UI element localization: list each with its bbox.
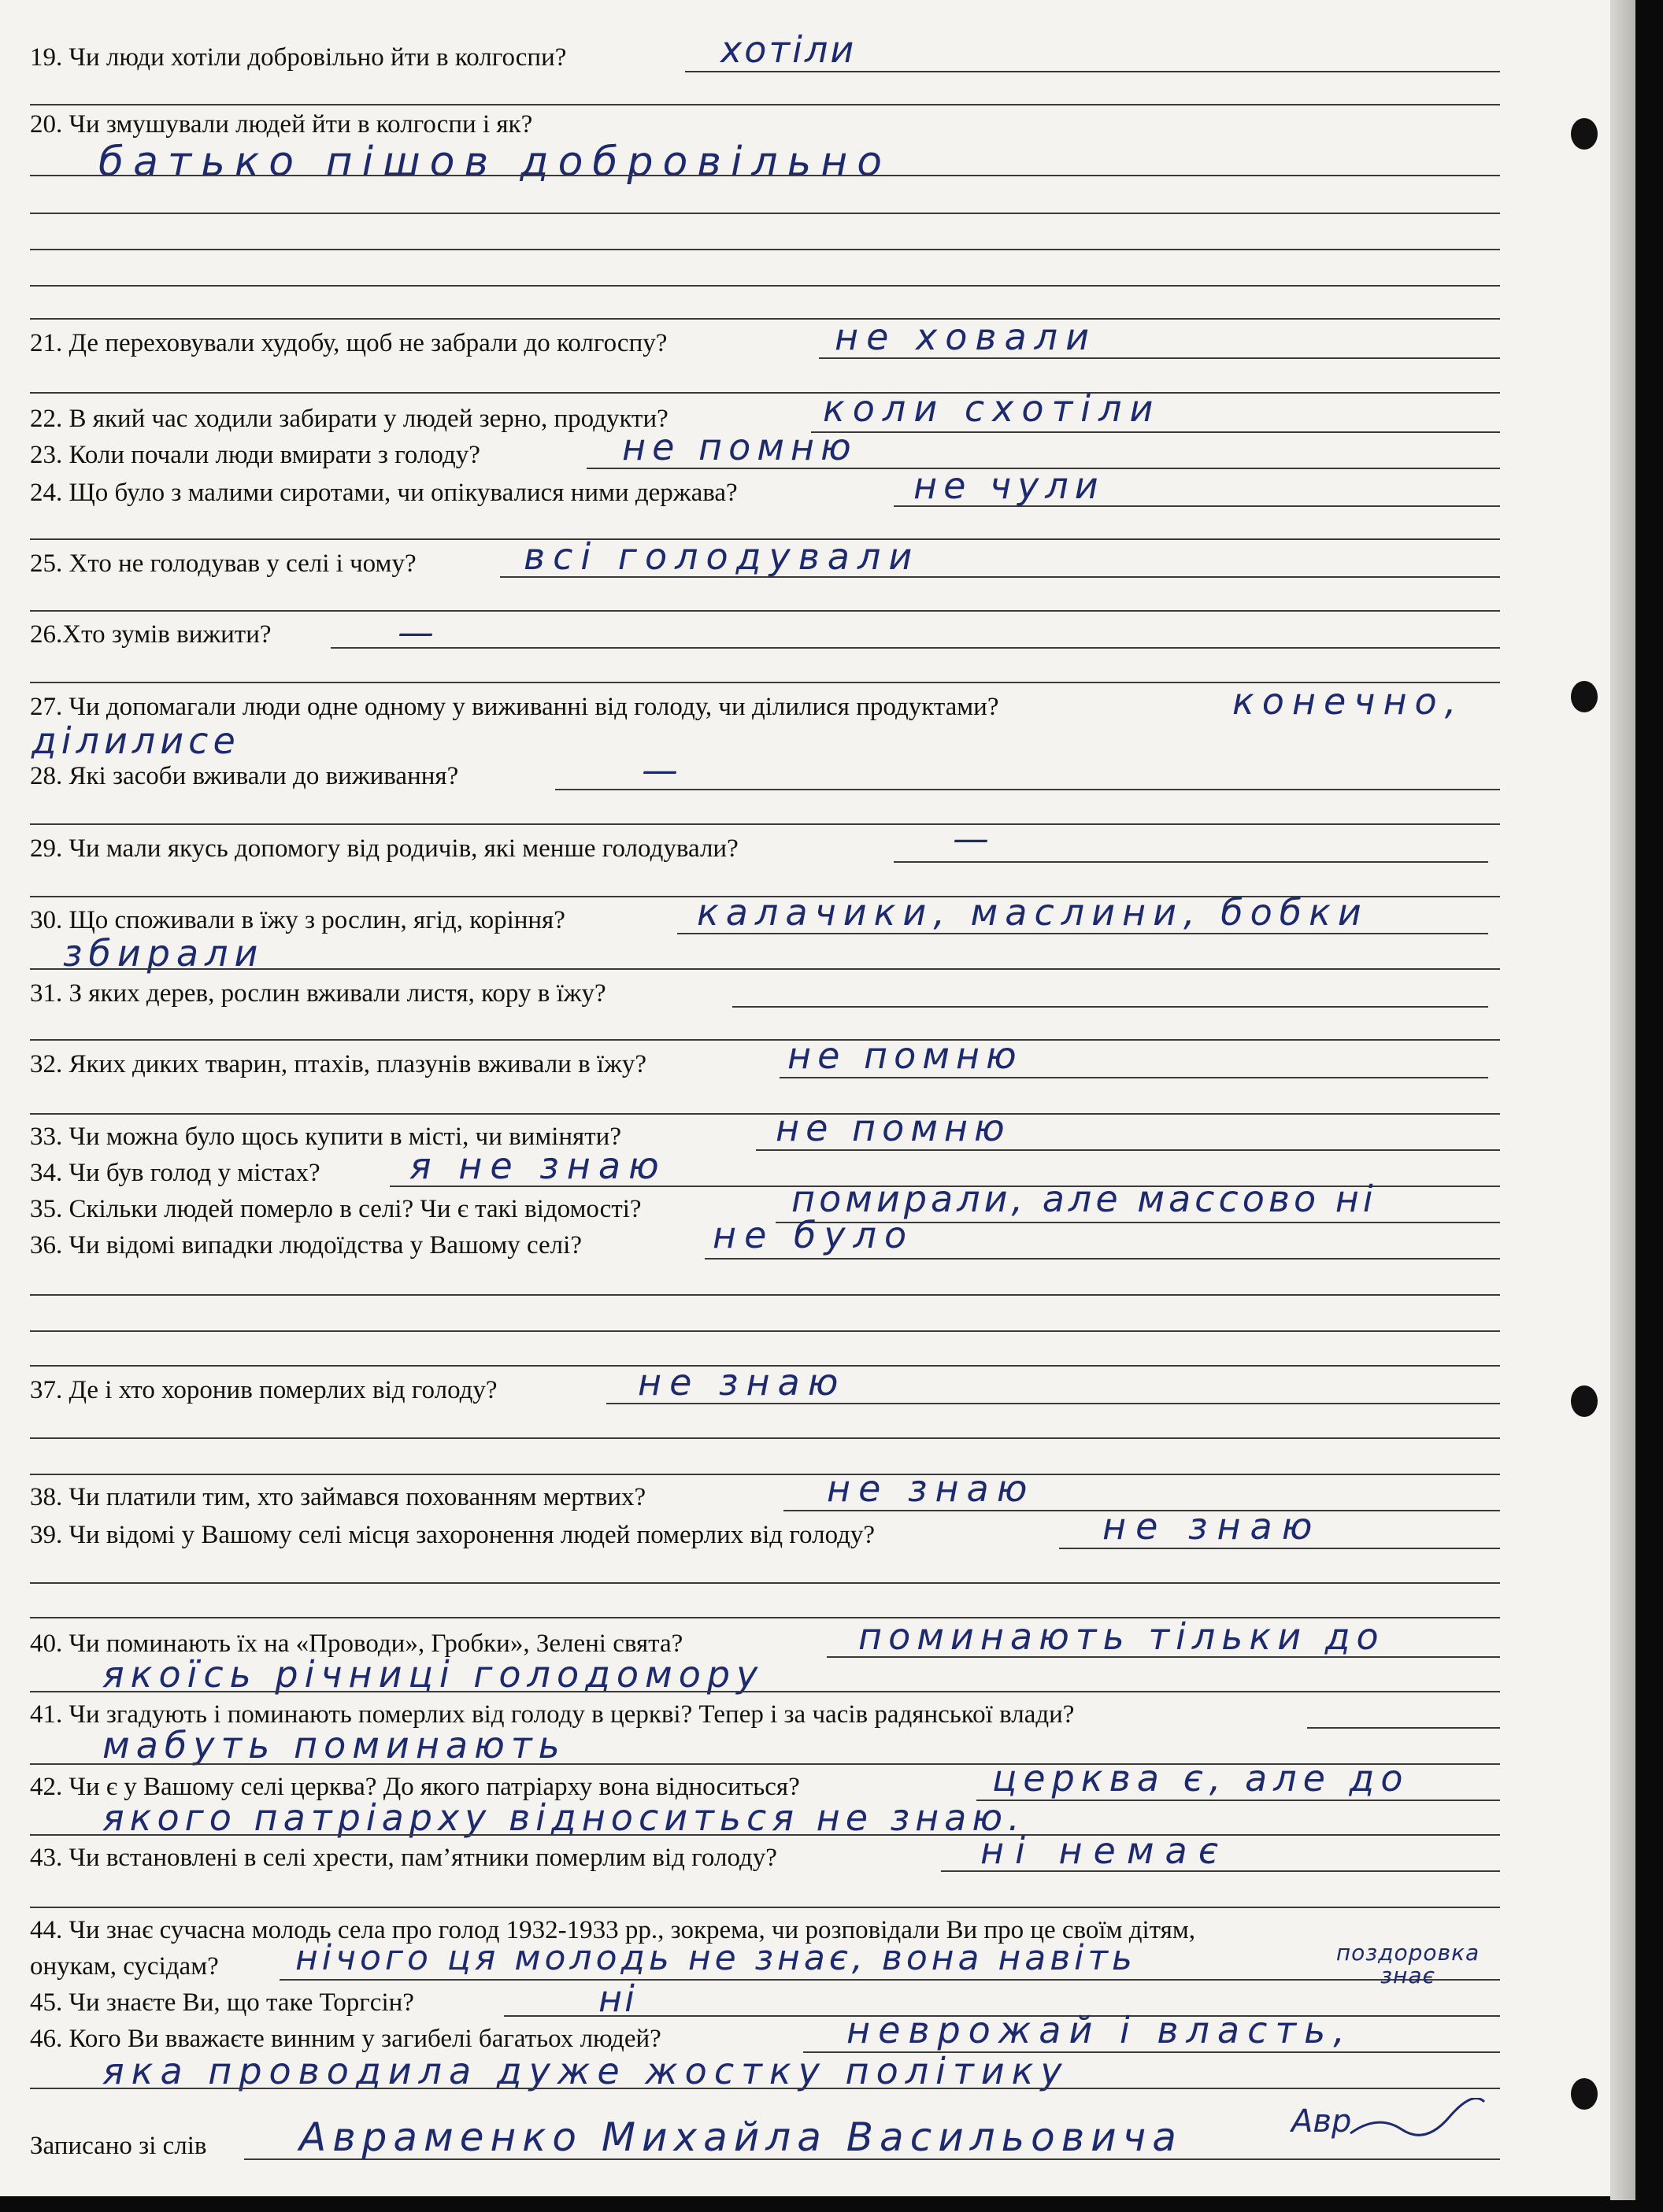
answer-line	[30, 610, 1500, 612]
answer-19: хотіли	[720, 28, 857, 71]
question-46: 46. Кого Ви вважаєте винним у загибелі багатьох людей?	[30, 2025, 661, 2053]
question-41: 41. Чи згадують і поминають померлих від голоду в церкві? Тепер і за часів радянської влади?	[30, 1700, 1075, 1729]
question-44: 44. Чи знає сучасна молодь села про голод 1932-1933 рр., зокрема, чи розповідали Ви про це своїм дітям,	[30, 1916, 1195, 1944]
answer-line	[555, 789, 1500, 790]
answer-46: неврожай і власть,	[846, 2009, 1353, 2051]
question-39: 39. Чи відомі у Вашому селі місця захоронення людей померлих від голоду?	[30, 1521, 876, 1549]
question-22: 22. В який час ходили забирати у людей зерно, продукти?	[30, 405, 669, 433]
question-31: 31. З яких дерев, рослин вживали листя, кору в їжу?	[30, 979, 606, 1008]
question-30: 30. Що споживали в їжу з рослин, ягід, коріння?	[30, 906, 565, 934]
answer-line	[30, 285, 1500, 287]
answer-42-cont: якого патріарху відноситься не знаю.	[102, 1796, 1025, 1839]
answer-line	[30, 1582, 1500, 1584]
recorded-from-label: Записано зі слів	[30, 2132, 207, 2160]
respondent-name: Авраменко Михайла Васильовича	[299, 2114, 1183, 2160]
answer-line	[756, 1149, 1500, 1151]
question-33: 33. Чи можна було щось купити в місті, чи виміняти?	[30, 1123, 621, 1151]
answer-26: —	[398, 611, 436, 653]
answer-line	[30, 104, 1500, 105]
question-40: 40. Чи поминають їх на «Проводи», Гробки», Зелені свята?	[30, 1629, 683, 1658]
answer-37: не знаю	[638, 1361, 846, 1404]
question-24: 24. Що було з малими сиротами, чи опікувалися ними держава?	[30, 479, 738, 507]
answer-line	[30, 2088, 1500, 2089]
answer-27: конечно,	[1232, 680, 1465, 723]
question-44-cont: онукам, сусідам?	[30, 1952, 219, 1981]
answer-line	[30, 1113, 1500, 1115]
question-20: 20. Чи змушували людей йти в колгоспи і як?	[30, 110, 533, 139]
answer-line	[685, 71, 1500, 72]
answer-41: мабуть поминають	[102, 1724, 566, 1766]
answer-28: —	[642, 749, 680, 791]
answer-line	[30, 1330, 1500, 1332]
question-35: 35. Скільки людей померло в селі? Чи є такі відомості?	[30, 1195, 642, 1223]
answer-line	[30, 1907, 1500, 1908]
paper-edge	[1610, 0, 1635, 2200]
answer-29: —	[953, 817, 991, 860]
answer-line	[1307, 1727, 1500, 1729]
question-29: 29. Чи мали якусь допомогу від родичів, які менше голодували?	[30, 834, 739, 863]
answer-line	[30, 1691, 1500, 1692]
answer-line	[976, 1800, 1500, 1801]
answer-line	[705, 1258, 1500, 1260]
answer-line	[894, 861, 1488, 863]
question-25: 25. Хто не голодував у селі і чому?	[30, 549, 417, 578]
answer-line	[30, 968, 1500, 970]
question-43: 43. Чи встановлені в селі хрести, пам’ятники померлим від голоду?	[30, 1844, 777, 1872]
question-45: 45. Чи знаєте Ви, що таке Торгсін?	[30, 1988, 414, 2017]
answer-line	[30, 1474, 1500, 1475]
answer-line	[811, 431, 1500, 433]
punch-hole	[1571, 681, 1598, 712]
answer-40-cont: якоїсь річниці голодомору	[102, 1653, 765, 1696]
answer-line	[1059, 1548, 1500, 1549]
question-21: 21. Де переховували худобу, щоб не забрали до колгоспу?	[30, 329, 668, 357]
answer-45: ні	[598, 1977, 637, 2020]
answer-27-cont: ділилисе	[31, 719, 240, 762]
answer-43: ні немає	[980, 1829, 1229, 1872]
answer-25: всі голодували	[524, 535, 920, 578]
answer-line	[30, 1039, 1500, 1041]
answer-line	[331, 647, 1500, 649]
answer-30-cont: збирали	[63, 932, 265, 975]
answer-33: не помню	[776, 1107, 1011, 1149]
question-38: 38. Чи платили тим, хто займався похованням мертвих?	[30, 1483, 646, 1511]
question-34: 34. Чи був голод у містах?	[30, 1159, 320, 1187]
question-28: 28. Які засоби вживали до виживання?	[30, 762, 459, 790]
answer-line	[30, 175, 1500, 176]
question-37: 37. Де і хто хоронив померлих від голоду?	[30, 1376, 498, 1404]
signature: Авр	[1291, 2103, 1352, 2140]
answer-line	[30, 823, 1500, 825]
answer-line	[30, 213, 1500, 214]
answer-38: не знаю	[827, 1467, 1035, 1510]
answer-32: не помню	[787, 1034, 1023, 1077]
answer-30: калачики, маслини, бобки	[697, 891, 1369, 934]
question-26: 26.Хто зумів вижити?	[30, 620, 272, 649]
signature-flourish	[1346, 2098, 1488, 2145]
answer-21: не ховали	[835, 316, 1097, 358]
punch-hole	[1571, 118, 1598, 150]
question-27: 27. Чи допомагали люди одне одному у виживанні від голоду, чи ділилися продуктами?	[30, 693, 999, 721]
answer-line	[30, 1437, 1500, 1439]
answer-line	[780, 1077, 1488, 1078]
question-42: 42. Чи є у Вашому селі церква? До якого патріарху вона відноситься?	[30, 1773, 800, 1801]
answer-44-note: поздоровка знає	[1335, 1940, 1480, 1989]
question-23: 23. Коли почали люди вмирати з голоду?	[30, 441, 480, 469]
answer-20: батько пішов добровільно	[98, 139, 892, 186]
answer-22: коли схотіли	[823, 387, 1161, 430]
answer-line	[30, 1834, 1500, 1836]
answer-36: не було	[713, 1214, 915, 1256]
answer-line	[30, 392, 1500, 394]
answer-39: не знаю	[1102, 1505, 1322, 1548]
answer-44: нічого ця молодь не знає, вона навіть	[295, 1938, 1136, 1978]
answer-40: поминають тільки до	[858, 1615, 1385, 1658]
answer-line	[30, 1294, 1500, 1296]
answer-line	[30, 249, 1500, 250]
question-19: 19. Чи люди хотіли добровільно йти в колгоспи?	[30, 43, 567, 72]
question-36: 36. Чи відомі випадки людоїдства у Вашому селі?	[30, 1231, 582, 1260]
answer-35: помирали, але массово ні	[791, 1178, 1377, 1220]
answer-line	[30, 318, 1500, 320]
answer-24: не чули	[913, 464, 1105, 507]
punch-hole	[1571, 1385, 1598, 1417]
question-32: 32. Яких диких тварин, птахів, плазунів вживали в їжу?	[30, 1050, 647, 1078]
answer-34: я не знаю	[409, 1145, 667, 1187]
punch-hole	[1571, 2078, 1598, 2110]
answer-23: не помню	[622, 426, 857, 468]
answer-46-cont: яка проводила дуже жостку політику	[102, 2050, 1069, 2092]
answer-42: церква є, але до	[992, 1757, 1409, 1800]
answer-line	[732, 1006, 1488, 1008]
